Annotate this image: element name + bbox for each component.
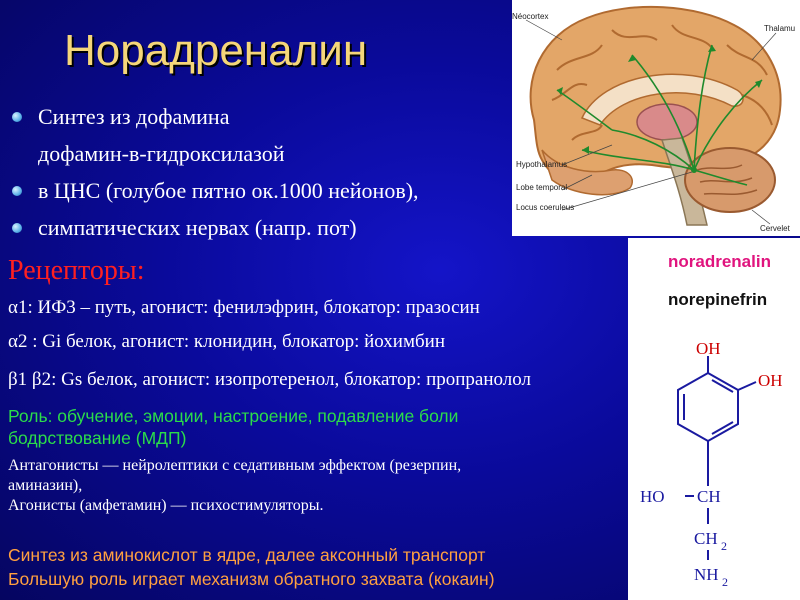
bullet-item xyxy=(10,172,530,209)
role-line: Роль: обучение, эмоции, настроение, подавление боли xyxy=(8,406,459,426)
label-hypothalamus: Hypothalamus xyxy=(516,160,568,169)
atom-ch: CH xyxy=(697,487,721,506)
compound-name-noradrenalin: noradrenalin xyxy=(668,252,771,271)
atom-ch2: CH xyxy=(694,529,718,548)
receptor-alpha1: α1: ИФ3 – путь, агонист: фенилэфрин, блокатор: празосин xyxy=(8,297,480,318)
compound-name-norepinefrin: norepinefrin xyxy=(668,290,768,309)
antagonists-line: аминазин), xyxy=(8,477,83,494)
synthesis-line: Большую роль играет механизм обратного захвата (кокаин) xyxy=(8,569,495,589)
label-locus-coeruleus: Locus coeruleus xyxy=(516,203,575,212)
bullet-icon xyxy=(12,112,22,122)
synthesis-text xyxy=(8,543,495,591)
atom-ch2-subscript: 2 xyxy=(721,539,727,553)
brain-illustration xyxy=(512,0,800,236)
atom-nh2: NH xyxy=(694,565,719,584)
receptor-alpha2: α2 : Gi белок, агонист: клонидин, блокатор: йохимбин xyxy=(8,331,445,352)
bullet-text: симпатических нервах (напр. пот) xyxy=(38,215,357,240)
structure-diagram xyxy=(628,238,800,600)
role-line: бодрствование (МДП) xyxy=(8,428,187,448)
bullet-text: в ЦНС (голубое пятно ок.1000 нейонов), xyxy=(38,178,419,203)
label-neocortex: Néocortex xyxy=(512,12,549,21)
slide-title: Норадреналин xyxy=(64,26,368,75)
bullet-item xyxy=(10,98,530,135)
atom-nh2-subscript: 2 xyxy=(722,575,728,589)
bullet-icon xyxy=(12,223,22,233)
label-lobe-temporal: Lobe temporal xyxy=(516,183,568,192)
receptor-beta: β1 β2: Gs белок, агонист: изопротеренол, блокатор: пропранолол xyxy=(8,369,531,390)
antagonists-line: Агонисты (амфетамин) — психостимуляторы. xyxy=(8,497,324,514)
bullet-icon xyxy=(12,186,22,196)
antagonists-text xyxy=(8,456,608,516)
role-text xyxy=(8,405,458,449)
benzene-ring xyxy=(678,373,738,441)
bullet-item xyxy=(10,209,530,246)
chemical-structure xyxy=(628,238,800,600)
brain-diagram xyxy=(512,0,800,236)
atom-oh-right: OH xyxy=(758,371,783,390)
antagonists-line: Антагонисты — нейролептики с седативным эффектом (резерпин, xyxy=(8,457,462,474)
bullet-list xyxy=(10,98,530,246)
atom-ho: HO xyxy=(640,487,665,506)
atom-oh-top: OH xyxy=(696,339,721,358)
bullet-text: Синтез из дофамина xyxy=(38,104,230,129)
label-thalamus: Thalamu xyxy=(764,24,796,33)
bullet-continuation xyxy=(10,135,530,172)
label-cervelet: Cervelet xyxy=(760,224,790,233)
receptors-heading: Рецепторы: xyxy=(8,255,145,286)
synthesis-line: Синтез из аминокислот в ядре, далее аксонный транспорт xyxy=(8,545,486,565)
bullet-text: дофамин-в-гидроксилазой xyxy=(38,141,285,166)
